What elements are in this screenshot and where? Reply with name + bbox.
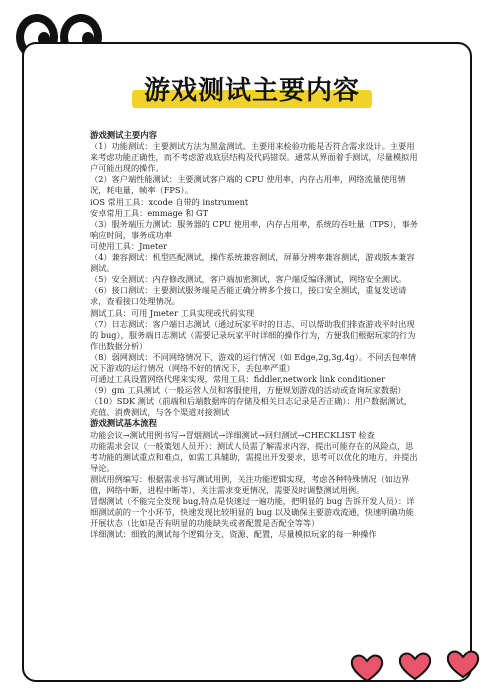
paragraph: （6）接口测试：主要测试服务端是否能正确分辨多个接口，接口安全测试，重复发送请求，查看接口处理情况。	[90, 285, 407, 307]
section-heading-basic-process: 游戏测试基本流程	[90, 418, 157, 429]
section-main-content	[90, 141, 420, 418]
paragraph: 功能需求会议（一般策划人员开）：测试人员需了解需求内容，提出可能存在的风险点，思考功能的测试重点和难点，如需工具辅助，需提出开发要求，思考可以优化的地方，并提出导论。	[90, 440, 418, 473]
paragraph: 测试用例编写：根据需求书写测试用例，关注功能逻辑实现，考虑各种特殊情况（如边界值，网络中断，进程中断等），关注需求变更情况，需要及时调整测试用例。	[90, 473, 410, 495]
document-body	[90, 130, 420, 540]
heart-icon	[446, 649, 480, 679]
heart-icon	[350, 653, 384, 683]
paragraph: （5）安全测试：内存修改测试，客户端加密测试，客户端反编译测试，网络安全测试。	[90, 274, 407, 285]
page-title: 游戏测试主要内容	[143, 76, 360, 106]
paragraph: 详细测试：细致的测试每个逻辑分支、资源、配置，尽量模拟玩家的每一种操作	[90, 529, 377, 540]
paragraph: 可使用工具：Jmeter	[90, 240, 168, 251]
section-basic-process	[90, 430, 420, 541]
paragraph: （2）客户端性能测试：主要测试客户端的 CPU 使用率，内存占用率，网络流量使用情况，耗电量，帧率（FPS）。	[90, 174, 406, 196]
heart-icon	[398, 651, 432, 681]
paragraph: （9）gm 工具测试（一般运营人员和客服使用，方便规划游戏的活动或查询玩家数据）	[90, 385, 406, 396]
paragraph: （8）弱网测试：不同网络情况下，游戏的运行情况（如 Edge,2g,3g,4g）。不同丢包率情况下游戏的运行情况（网络不好的情况下，丢包率严重）	[90, 351, 417, 373]
section-heading-main-content: 游戏测试主要内容	[90, 130, 157, 140]
paragraph: 安卓常用工具：emmage 和 GT	[90, 207, 209, 218]
paragraph: （7）日志测试：客户端日志测试（通过玩家平时的日志，可以帮助我们排查游戏平时出现的 bug），服务端日志测试（需要记录玩家平时详细的操作行为，方便我们根据玩家的行为作出数据分析）	[90, 318, 416, 351]
paragraph: （10）SDK 测试（前端和后端数据库的存储及相关日志记录是否正确）：用户数据测试，充值、消费测试，与各个渠道对接测试	[90, 396, 412, 418]
paragraph: 测试工具：可用 Jmeter 工具实现或代码实现	[90, 307, 255, 318]
hearts-decoration	[350, 647, 486, 687]
paragraph: 功能会议→测试用例书写→冒烟测试→详细测试→回归测试→CHECKLIST 检查	[90, 429, 375, 440]
paragraph: 冒烟测试（不能完全发现 bug,特点是快速过一遍功能，把明显的 bug 告诉开发人员）：详细测试前的一个小环节，快速发现比较明显的 bug 以及确保主要游戏流通，快速明确功能开展状态（比如是否有明显的功能缺失或者配置是否配全等等）	[90, 496, 415, 529]
paragraph: （3）服务端压力测试：服务器的 CPU 使用率，内存占用率，系统的吞吐量（TPS），事务响应时间，事务成功率	[90, 218, 418, 240]
paragraph: 可通过工具设置网络代理来实现，常用工具：fiddler,network link conditioner	[90, 374, 386, 385]
paragraph: iOS 常用工具：xcode 自带的 instrument	[90, 196, 249, 207]
paragraph: （1）功能测试：主要测试方法为黑盒测试。主要用来检验功能是否符合需求设计。主要用来考虑功能正确性，而不考虑游戏底层结构及代码错误。通常从界面着手测试，尽量模拟用户可能出现的操作。	[90, 141, 418, 174]
title-banner	[132, 68, 372, 112]
paragraph: （4）兼容测试：机型匹配测试，操作系统兼容测试，屏幕分辨率兼容测试，游戏版本兼容测试。	[90, 252, 415, 274]
